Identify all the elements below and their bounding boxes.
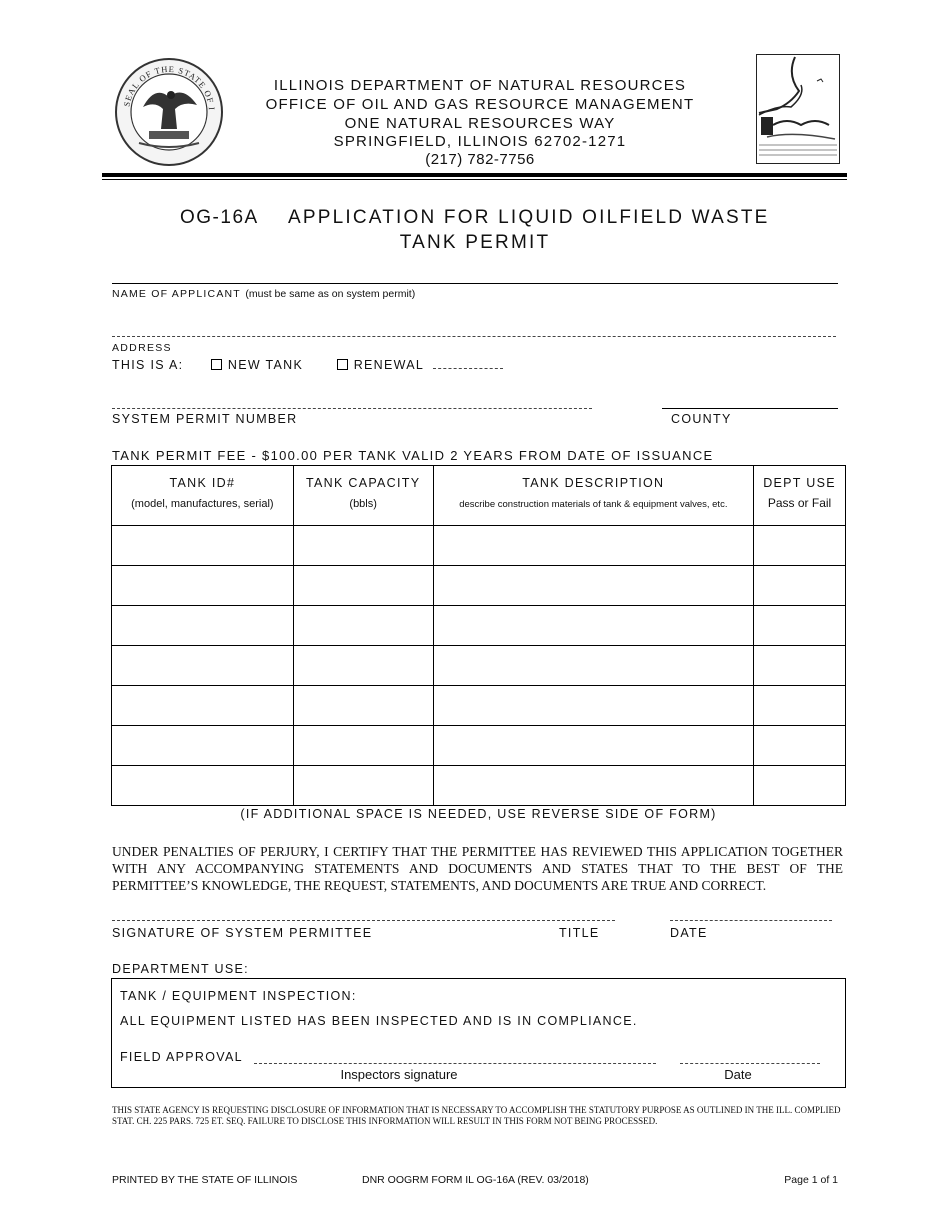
footer-form-number: DNR OOGRM FORM IL OG-16A (REV. 03/2018) (362, 1174, 589, 1186)
applicant-note: (must be same as on system permit) (245, 288, 416, 300)
footer-page-number: Page 1 of 1 (784, 1174, 838, 1186)
compliance-statement: ALL EQUIPMENT LISTED HAS BEEN INSPECTED AND IS IN COMPLIANCE. (120, 1014, 638, 1028)
form-number: OG-16A (180, 207, 259, 228)
county-field[interactable] (662, 408, 838, 409)
dept-use-cell[interactable] (754, 646, 846, 686)
tank-id-cell[interactable] (112, 526, 294, 566)
field-approval-label: FIELD APPROVAL (120, 1050, 243, 1064)
tank-type-row (112, 358, 503, 372)
tank-description-cell[interactable] (433, 726, 754, 766)
table-row (112, 646, 846, 686)
department-use-heading: DEPARTMENT USE: (112, 962, 249, 976)
tank-id-cell[interactable] (112, 726, 294, 766)
col-tank-id-sub: (model, manufactures, serial) (131, 498, 274, 510)
signature-field[interactable] (112, 920, 615, 921)
tank-permit-fee: TANK PERMIT FEE - $100.00 PER TANK VALID 2 YEARS FROM DATE OF ISSUANCE (112, 448, 714, 463)
applicant-label: NAME OF APPLICANT (112, 288, 241, 300)
col-tank-description-sub: describe construction materials of tank & equipment valves, etc. (459, 499, 728, 510)
seal-lettering: SEAL OF THE STATE OF I (121, 63, 218, 112)
header-rule-thin (102, 179, 847, 180)
date-field[interactable] (670, 920, 832, 921)
tank-description-cell[interactable] (433, 606, 754, 646)
title-label: TITLE (559, 926, 600, 940)
additional-space-note: (IF ADDITIONAL SPACE IS NEEDED, USE REVERSE SIDE OF FORM) (240, 807, 717, 821)
col-tank-description-title: TANK DESCRIPTION (522, 476, 665, 490)
table-row (112, 766, 846, 806)
renewal-label: RENEWAL (353, 358, 424, 372)
system-permit-label: SYSTEM PERMIT NUMBER (112, 412, 298, 426)
tank-description-cell[interactable] (433, 646, 754, 686)
tank-capacity-cell[interactable] (293, 526, 433, 566)
tank-id-cell[interactable] (112, 686, 294, 726)
tank-capacity-cell[interactable] (293, 566, 433, 606)
col-tank-description (433, 466, 754, 526)
dept-use-cell[interactable] (754, 526, 846, 566)
this-is-a-label: THIS IS A: (112, 358, 184, 372)
state-seal (113, 57, 225, 167)
signature-label: SIGNATURE OF SYSTEM PERMITTEE (112, 926, 373, 940)
address-field[interactable] (112, 336, 836, 337)
col-dept-use-title: DEPT USE (763, 476, 836, 490)
col-tank-capacity-title: TANK CAPACITY (305, 476, 421, 490)
new-tank-checkbox[interactable] (211, 359, 222, 370)
date-label: DATE (670, 926, 708, 940)
office-name: OFFICE OF OIL AND GAS RESOURCE MANAGEMENT (265, 96, 695, 113)
renewal-blank[interactable] (433, 358, 503, 369)
agency-name: ILLINOIS DEPARTMENT OF NATURAL RESOURCES (273, 77, 687, 94)
tank-capacity-cell[interactable] (293, 726, 433, 766)
tank-capacity-cell[interactable] (293, 646, 433, 686)
tank-capacity-cell[interactable] (293, 606, 433, 646)
col-tank-id (112, 466, 294, 526)
address-label: ADDRESS (112, 342, 172, 354)
tank-description-cell[interactable] (433, 686, 754, 726)
col-tank-id-title: TANK ID# (169, 476, 236, 490)
tank-description-cell[interactable] (433, 766, 754, 806)
county-label: COUNTY (671, 412, 732, 426)
new-tank-label: NEW TANK (227, 358, 304, 372)
dnr-logo (756, 54, 840, 164)
tank-description-cell[interactable] (433, 526, 754, 566)
footer-printed-by: PRINTED BY THE STATE OF ILLINOIS (112, 1174, 298, 1186)
dept-use-cell[interactable] (754, 686, 846, 726)
header-rule-thick (102, 173, 847, 177)
department-use-box (111, 978, 846, 1088)
table-row (112, 726, 846, 766)
inspector-signature-field[interactable] (254, 1063, 656, 1064)
city-address: SPRINGFIELD, ILLINOIS 62702-1271 (333, 133, 627, 150)
col-dept-use-sub: Pass or Fail (767, 496, 832, 510)
renewal-checkbox[interactable] (337, 359, 348, 370)
dept-use-cell[interactable] (754, 726, 846, 766)
col-tank-capacity-sub: (bbls) (349, 498, 377, 510)
dept-use-cell[interactable] (754, 566, 846, 606)
tank-id-cell[interactable] (112, 566, 294, 606)
form-title-line2: TANK PERMIT (399, 232, 551, 253)
table-row (112, 606, 846, 646)
col-tank-capacity (293, 466, 433, 526)
table-row (112, 526, 846, 566)
tank-id-cell[interactable] (112, 766, 294, 806)
disclosure-statement: THIS STATE AGENCY IS REQUESTING DISCLOSURE OF INFORMATION THAT IS NECESSARY TO ACCOMPLISH THE STATUTORY PURPOSE AS OUTLINED IN THE ILL. COMPLIED STAT. CH. 225 PARS. 725 ET. SEQ. FAILURE TO DISCLOSE THIS INFORMATION WILL RESULT IN THIS FORM NOT BEING PROCESSED. (112, 1105, 841, 1126)
form-title-line1: APPLICATION FOR LIQUID OILFIELD WASTE (288, 207, 770, 228)
tank-id-cell[interactable] (112, 606, 294, 646)
dept-use-cell[interactable] (754, 606, 846, 646)
system-permit-field[interactable] (112, 408, 592, 409)
tank-capacity-cell[interactable] (293, 766, 433, 806)
inspection-label: TANK / EQUIPMENT INSPECTION: (120, 989, 357, 1003)
col-dept-use (754, 466, 846, 526)
street-address: ONE NATURAL RESOURCES WAY (344, 115, 616, 132)
tank-table (111, 465, 846, 806)
table-row (112, 566, 846, 606)
certification-statement: UNDER PENALTIES OF PERJURY, I CERTIFY THAT THE PERMITTEE HAS REVIEWED THIS APPLICATION TOGETHER WITH ANY ACCOMPANYING STATEMENTS AND DOCUMENTS AND STATES THAT TO THE BEST OF THE PERMITTEE’S KNOWLEDGE, THE REQUEST, STATEMENTS, AND DOCUMENTS ARE TRUE AND CORRECT. (112, 844, 843, 893)
table-row (112, 686, 846, 726)
tank-capacity-cell[interactable] (293, 686, 433, 726)
tank-id-cell[interactable] (112, 646, 294, 686)
inspection-date-field[interactable] (680, 1063, 820, 1064)
dept-use-cell[interactable] (754, 766, 846, 806)
phone-number: (217) 782-7756 (425, 151, 535, 168)
inspection-date-label: Date (724, 1067, 752, 1082)
tank-description-cell[interactable] (433, 566, 754, 606)
applicant-label-row (112, 284, 415, 302)
inspector-signature-label: Inspectors signature (340, 1067, 458, 1082)
